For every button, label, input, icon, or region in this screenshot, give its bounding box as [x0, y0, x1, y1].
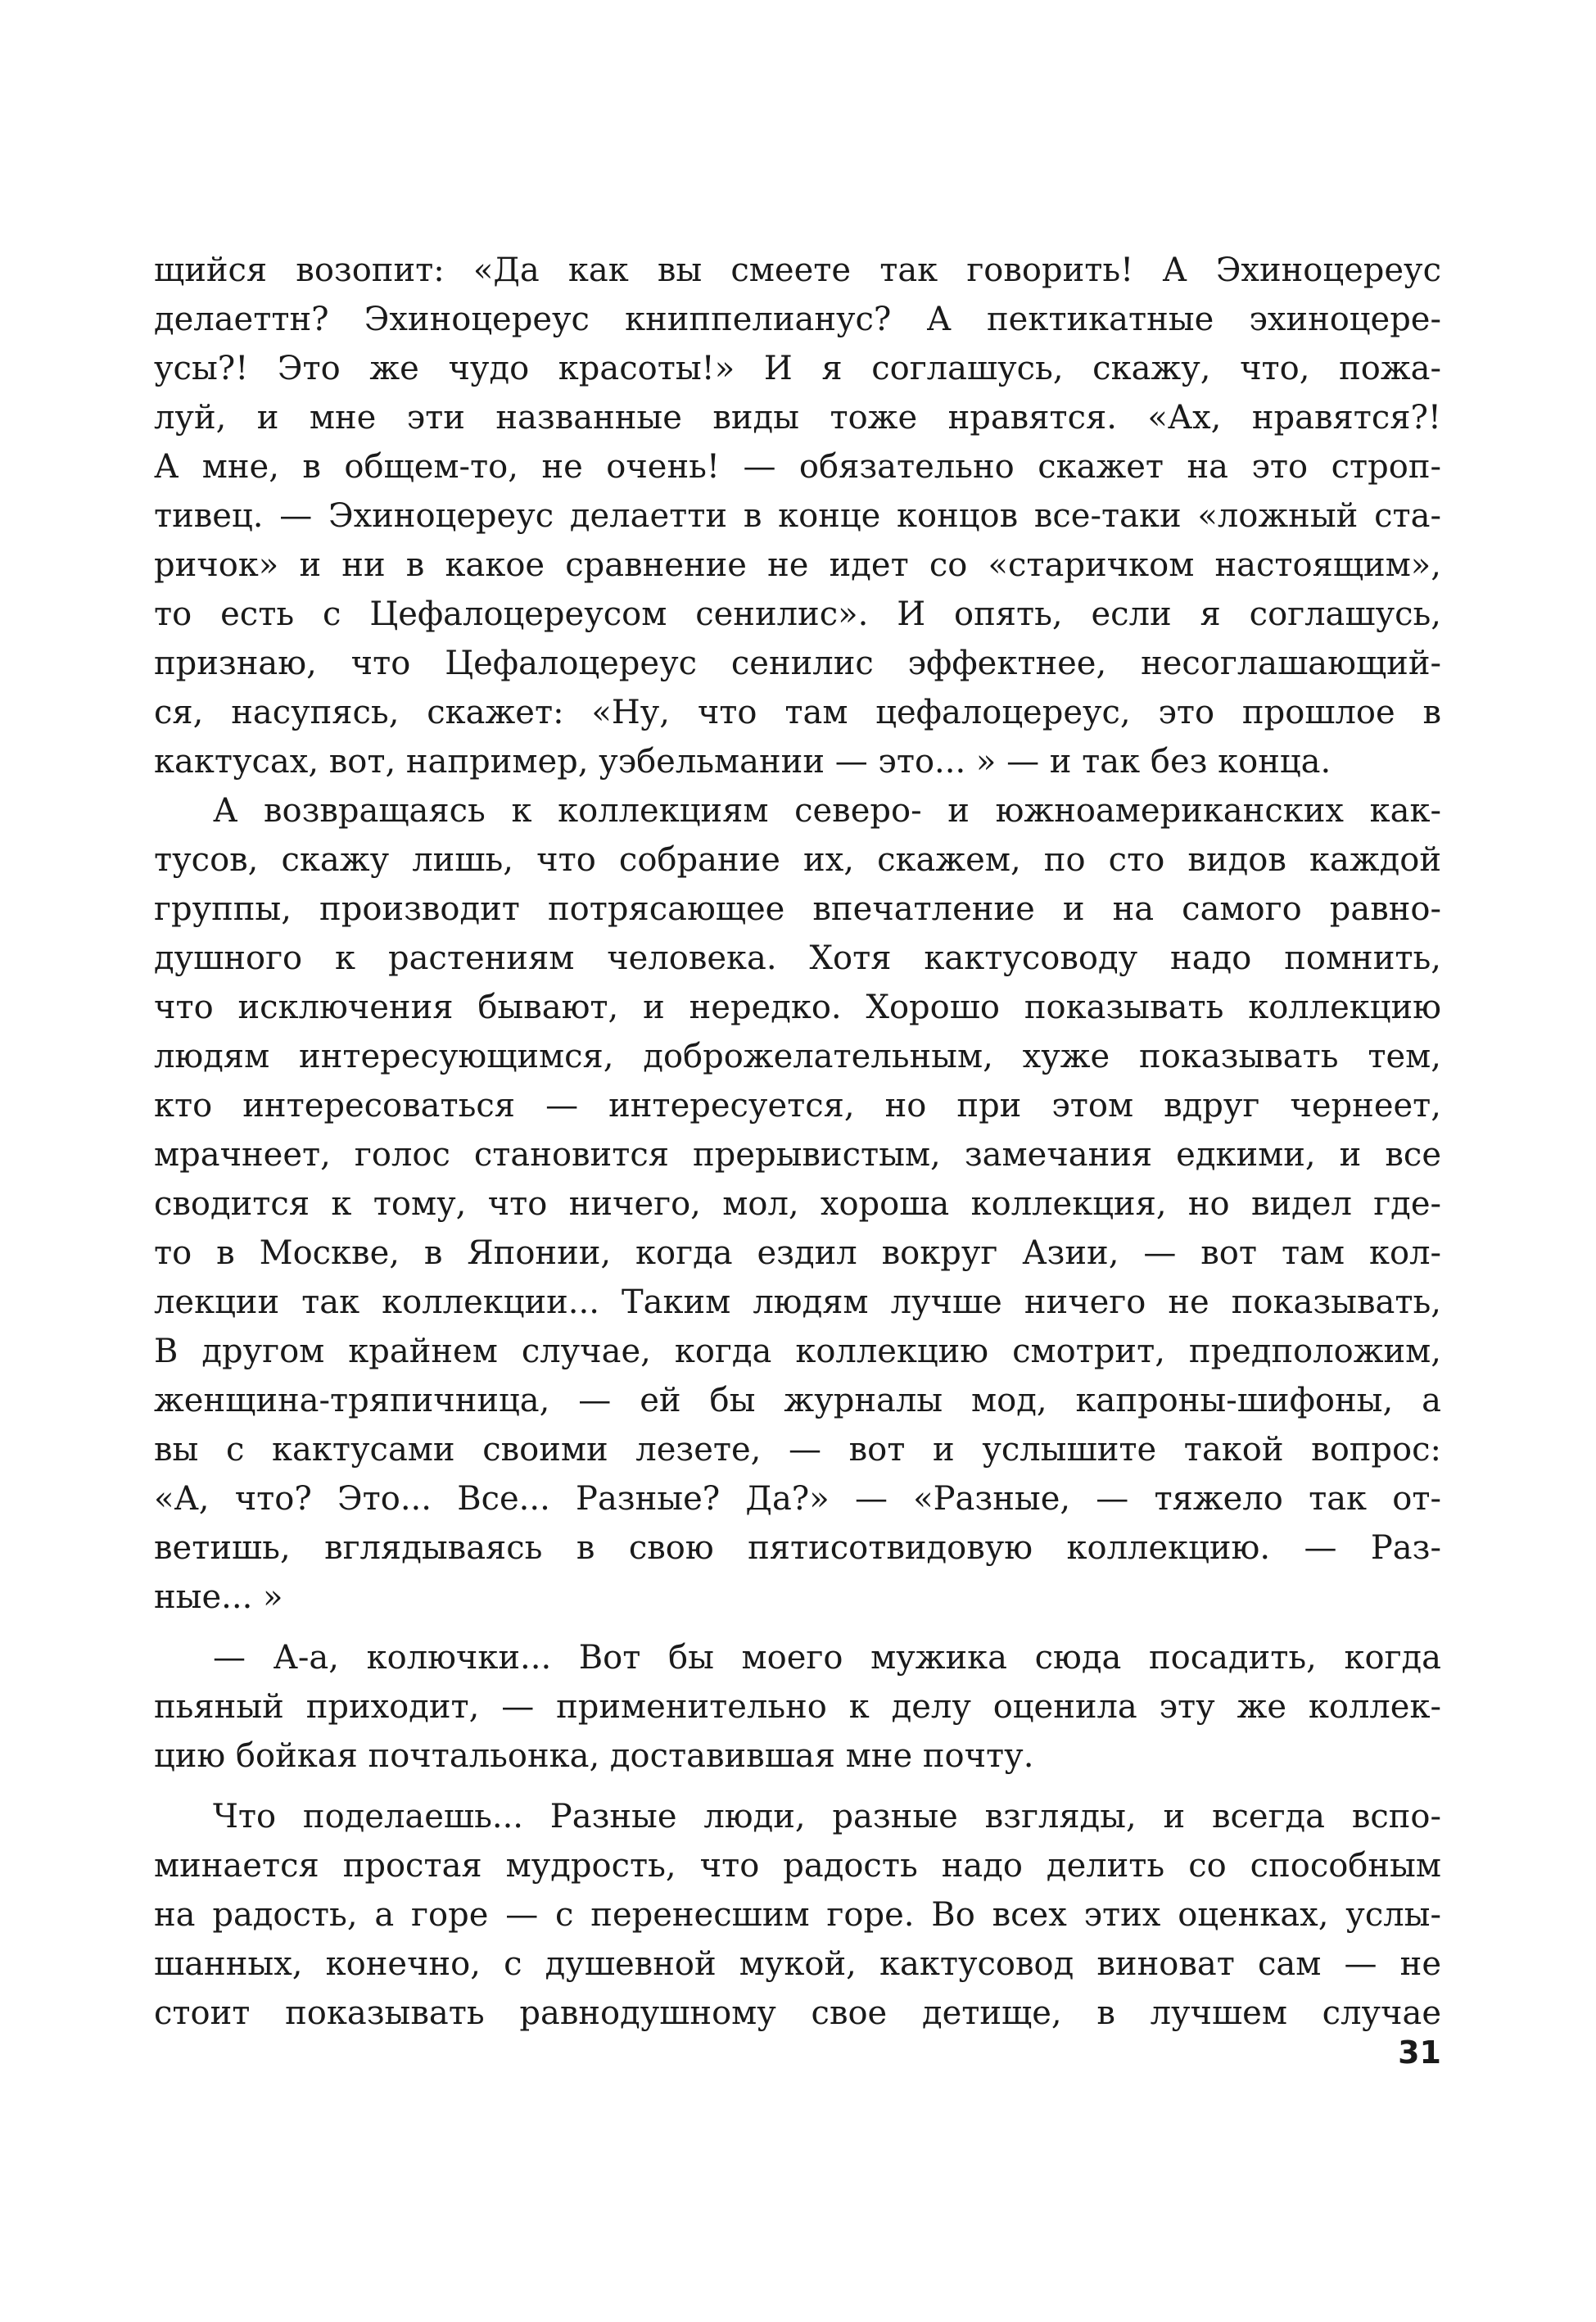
text-line: группы, производит потрясающее впечатление и на самого равно-: [154, 890, 1441, 928]
text-line: мрачнеет, голос становится прерывистым, замечания едкими, и все: [154, 1136, 1441, 1174]
body-text: [154, 246, 1441, 2038]
paragraph-spacer: [154, 1781, 1441, 1792]
text-line: цию бойкая почтальонка, доставившая мне почту.: [154, 1737, 1034, 1775]
text-line: вы с кактусами своими лезете, — вот и услышите такой вопрос:: [154, 1431, 1441, 1469]
paragraph-spacer: [154, 1622, 1441, 1633]
page-number: 31: [1398, 2035, 1441, 2071]
text-line: кактусах, вот, например, уэбельмании — это... » — и так без конца.: [154, 743, 1332, 781]
text-line: — А-а, колючки... Вот бы моего мужика сюда посадить, когда: [213, 1639, 1441, 1677]
text-line: женщина-тряпичница, — ей бы журналы мод, капроны-шифоны, а: [154, 1382, 1441, 1419]
text-line: шанных, конечно, с душевной мукой, кактусовод виноват сам — не: [154, 1945, 1441, 1983]
text-line: щийся возопит: «Да как вы смеете так говорить! А Эхиноцереус: [154, 251, 1441, 289]
text-line: ся, насупясь, скажет: «Ну, что там цефалоцереус, это прошлое в: [154, 694, 1441, 731]
text-line: ные... »: [154, 1578, 283, 1616]
text-line: то есть с Цефалоцереусом сенилис». И опять, если я соглашусь,: [154, 595, 1441, 633]
text-line: сводится к тому, что ничего, мол, хороша коллекция, но видел где-: [154, 1185, 1441, 1223]
text-line: А мне, в общем-то, не очень! — обязательно скажет на это строп-: [154, 448, 1441, 486]
text-line: А возвращаясь к коллекциям северо- и южноамериканских как-: [213, 792, 1441, 830]
text-line: стоит показывать равнодушному свое детище, в лучшем случае: [154, 1994, 1441, 2032]
text-line: усы?! Это же чудо красоты!» И я соглашусь, скажу, что, пожа-: [154, 350, 1441, 387]
text-line: тивец. — Эхиноцереус делаетти в конце концов все-таки «ложный ста-: [154, 497, 1441, 535]
text-line: тусов, скажу лишь, что собрание их, скажем, по сто видов каждой: [154, 841, 1441, 879]
paragraph: [154, 1792, 1441, 2038]
text-line: лекции так коллекции... Таким людям лучше ничего не показывать,: [154, 1283, 1441, 1321]
text-line: луй, и мне эти названные виды тоже нравятся. «Ах, нравятся?!: [154, 399, 1441, 437]
text-line: ветишь, вглядываясь в свою пятисотвидовую коллекцию. — Раз-: [154, 1529, 1441, 1567]
text-line: людям интересующимся, доброжелательным, хуже показывать тем,: [154, 1038, 1441, 1075]
text-line: «А, что? Это... Все... Разные? Да?» — «Разные, — тяжело так от-: [154, 1480, 1441, 1518]
text-line: делаеттн? Эхиноцереус книппелианус? А пектикатные эхиноцере-: [154, 301, 1441, 338]
text-line: признаю, что Цефалоцереус сенилис эффектнее, несоглашающий-: [154, 645, 1441, 682]
text-line: В другом крайнем случае, когда коллекцию смотрит, предположим,: [154, 1333, 1441, 1370]
text-line: что исключения бывают, и нередко. Хорошо показывать коллекцию: [154, 989, 1441, 1026]
text-line: пьяный приходит, — применительно к делу оценила эту же коллек-: [154, 1688, 1441, 1726]
paragraph: [154, 786, 1441, 1622]
text-line: кто интересоваться — интересуется, но при этом вдруг чернеет,: [154, 1087, 1441, 1125]
text-line: то в Москве, в Японии, когда ездил вокруг Азии, — вот там кол-: [154, 1234, 1441, 1272]
paragraph: [154, 1633, 1441, 1781]
text-line: душного к растениям человека. Хотя кактусоводу надо помнить,: [154, 939, 1441, 977]
text-line: на радость, а горе — с перенесшим горе. Во всех этих оценках, услы-: [154, 1896, 1441, 1934]
text-line: ричок» и ни в какое сравнение не идет со «старичком настоящим»,: [154, 546, 1441, 584]
text-line: минается простая мудрость, что радость надо делить со способным: [154, 1847, 1441, 1885]
text-line: Что поделаешь... Разные люди, разные взгляды, и всегда вспо-: [213, 1798, 1441, 1835]
paragraph: [154, 246, 1441, 786]
